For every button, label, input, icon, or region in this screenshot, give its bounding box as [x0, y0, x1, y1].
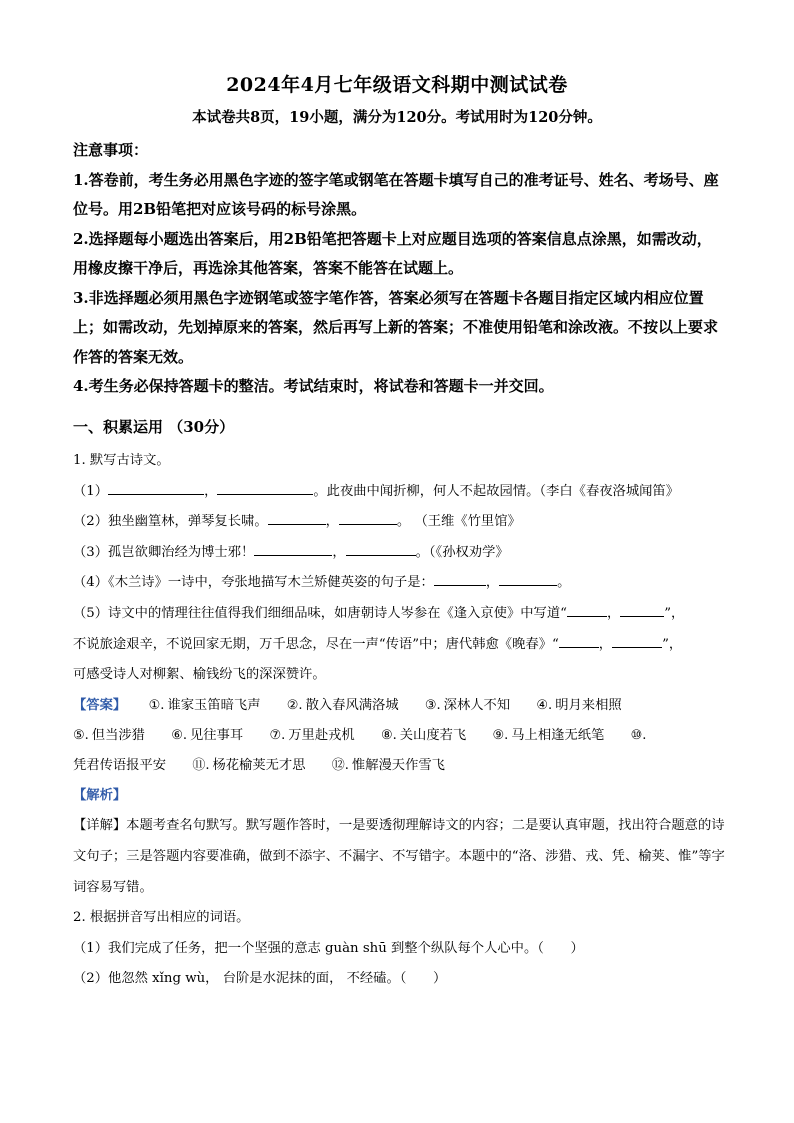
q1-stem: 1. 默写古诗文。	[73, 453, 170, 468]
answer-item: ⑩.	[630, 727, 647, 743]
answer-blank	[346, 541, 416, 556]
notes-block	[73, 136, 725, 402]
q1-part4: （4）《木兰诗》一诗中，夸张地描写木兰矫健英姿的句子是： ， 。	[73, 568, 725, 599]
note-item: 2.选择题每小题选出答案后，用2B铅笔把答题卡上对应题目选项的答案信息点涂黑，如需改动，用橡皮擦干净后，再选涂其他答案，答案不能答在试题上。	[73, 229, 712, 277]
page-title: 2024年4月七年级语文科期中测试试卷	[226, 74, 568, 96]
q2-part1: （1）我们完成了任务，把一个坚强的意志 guàn shū 到整个纵队每个人心中。（ ）	[73, 940, 584, 956]
answer-item: ②. 散入春风满洛城	[286, 697, 399, 713]
answer-item: ⑨. 马上相逢无纸笔	[492, 727, 605, 743]
note-item: 3.非选择题必须用黑色字迹钢笔或签字笔作答，答案必须写在答题卡各题目指定区域内相应位置上；如需改动，先划掉原来的答案，然后再写上新的答案；不准使用铅笔和涂改液。不按以上要求作答的答案无效。	[73, 288, 719, 366]
answer-blank	[499, 571, 557, 586]
analysis-tag: 【解析】	[73, 787, 127, 803]
q1-part2: （2）独坐幽篁林，弹琴复长啸。 ， 。 （王维《竹里馆》	[73, 507, 725, 538]
q2-part2: （2）他忽然 xǐng wù， 台阶是水泥抹的面， 不经磕。（ ）	[73, 971, 447, 987]
q1-part5: （5）诗文中的情理往往值得我们细细品味，如唐朝诗人岑参在《逢入京使》中写道“ ， ”，	[73, 599, 725, 630]
notes-heading: 注意事项：	[73, 141, 149, 159]
q1-part5-line3: 可感受诗人对柳絮、榆钱纷飞的深深赞许。	[73, 667, 326, 683]
q1-part5-line2: 不说旅途艰辛，不说回家无期，万千思念，尽在一声“传语”中；唐代韩愈《晚春》“ ， ”，	[73, 630, 725, 661]
note-item: 4.考生务必保持答题卡的整洁。考试结束时，将试卷和答题卡一并交回。	[73, 377, 554, 395]
answer-item: ⑦. 万里赴戎机	[269, 727, 355, 743]
section-heading: 一、积累运用 （30分）	[73, 418, 235, 436]
answer-item: ③. 深林人不知	[424, 697, 511, 713]
answer-block	[73, 691, 725, 781]
answer-item: ⑫. 惟解漫天作雪飞	[331, 757, 445, 773]
answer-blank	[254, 541, 332, 556]
answer-blank	[434, 571, 486, 586]
answer-blank	[559, 633, 599, 648]
answer-item: ⑥. 见往事耳	[171, 727, 244, 743]
answer-blank	[620, 602, 664, 617]
answer-item: ⑪. 杨花榆荚无才思	[192, 757, 306, 773]
answer-blank	[108, 480, 204, 495]
q2-stem: 2. 根据拼音写出相应的词语。	[73, 910, 250, 926]
answer-blank	[339, 510, 397, 525]
answer-item: ⑧. 关山度若飞	[380, 727, 467, 743]
page-subtitle: 本试卷共8页，19小题，满分为120分。考试用时为120分钟。	[192, 109, 602, 126]
answer-blank	[567, 602, 607, 617]
answer-blank	[612, 633, 662, 648]
answer-item: ④. 明月来相照	[536, 697, 622, 713]
q1-part1: （1） ， 。此夜曲中闻折柳，何人不起故园情。（李白《春夜洛城闻笛》	[73, 477, 725, 508]
question-1	[73, 446, 725, 995]
q1-part3: （3）孤岂欲卿治经为博士邪！ ， 。（《孙权劝学》	[73, 538, 725, 569]
note-item: 1.答卷前，考生务必用黑色字迹的签字笔或钢笔在答题卡填写自己的准考证号、姓名、考场号、座位号。用2B铅笔把对应该号码的标号涂黑。	[73, 170, 719, 218]
answer-item: ①. 谁家玉笛暗飞声	[148, 697, 261, 713]
answer-item: 凭君传语报平安	[73, 757, 167, 773]
answer-tag: 【答案】	[73, 697, 127, 713]
answer-item: ⑤. 但当涉猎	[73, 727, 145, 743]
analysis-detail: 【详解】本题考查名句默写。默写题作答时，一是要透彻理解诗文的内容；二是要认真审题，找出符合题意的诗文句子；三是答题内容要准确，做到不添字、不漏字、不写错字。本题中的“洛、涉猎、戎、凭、榆荚、惟”等字词容易写错。	[73, 818, 725, 895]
answer-blank	[217, 480, 313, 495]
answer-blank	[268, 510, 326, 525]
